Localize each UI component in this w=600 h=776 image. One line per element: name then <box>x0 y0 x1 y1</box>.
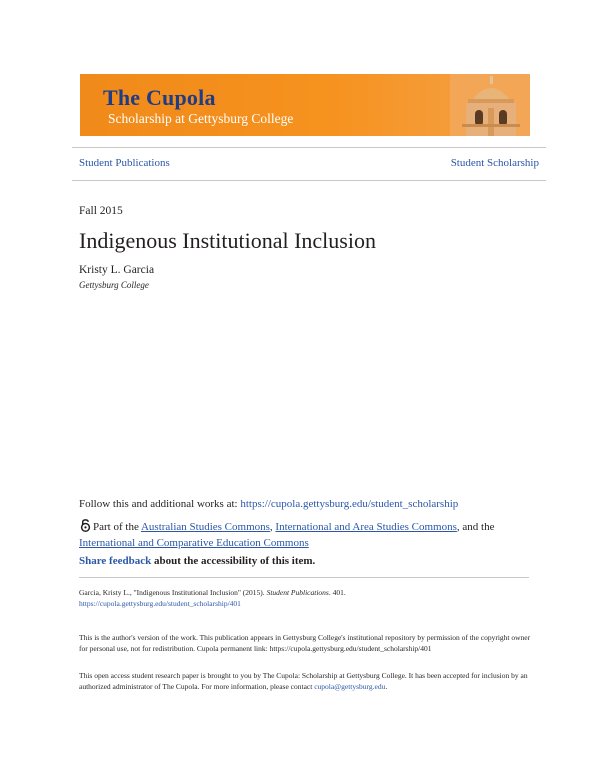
part-of-separator-2: , and the <box>456 521 495 533</box>
author-name: Kristy L. Garcia <box>79 264 155 276</box>
feedback-line <box>79 555 315 567</box>
follow-link[interactable]: https://cupola.gettysburg.edu/student_scholarship <box>240 498 459 510</box>
citation-number: . 401. <box>328 588 346 597</box>
australian-studies-commons-link[interactable]: Australian Studies Commons <box>140 521 270 533</box>
open-access-icon <box>79 519 92 532</box>
cupola-banner <box>80 74 530 136</box>
banner-title: The Cupola <box>103 85 216 110</box>
contact-email-link[interactable]: cupola@gettysburg.edu <box>314 682 386 691</box>
author-version-notice: This is the author's version of the work. This publication appears in Gettysburg College's institutional repository by permission of the copyright owner for personal use, not for redistribution. Cupola permanent link: https://cupola.gettysburg.edu/student_scholarship/401 <box>79 633 531 653</box>
cupola-dome-image <box>450 74 530 136</box>
author-affiliation: Gettysburg College <box>79 280 149 290</box>
divider <box>79 577 529 578</box>
citation <box>79 587 529 609</box>
notice-end: . <box>385 682 388 691</box>
part-of-separator-1: , <box>269 521 276 533</box>
banner-subtitle: Scholarship at Gettysburg College <box>108 111 294 126</box>
part-of-prefix: Part of the <box>93 521 141 533</box>
citation-url[interactable]: https://cupola.gettysburg.edu/student_scholarship/401 <box>79 599 241 608</box>
share-feedback-link[interactable]: Share feedback <box>79 555 152 567</box>
document-title: Indigenous Institutional Inclusion <box>79 228 376 253</box>
feedback-rest: about the accessibility of this item. <box>151 555 316 567</box>
citation-text: Garcia, Kristy L., "Indigenous Institutional Inclusion" (2015). <box>79 588 267 597</box>
follow-line <box>79 498 458 510</box>
part-of-line <box>79 519 539 551</box>
publication-date: Fall 2015 <box>79 205 123 217</box>
citation-series: Student Publications <box>266 588 329 597</box>
navigation-bar <box>72 147 546 181</box>
nav-student-scholarship[interactable]: Student Scholarship <box>450 157 539 169</box>
open-access-notice-text: This open access student research paper is brought to you by The Cupola: Scholarship at Gettysburg College. It has been accepted for inclusion by an authorized administrator of The Cupola. For more information, please contact <box>79 671 528 691</box>
open-access-notice <box>79 670 531 692</box>
international-area-studies-commons-link[interactable]: International and Area Studies Commons <box>275 521 457 533</box>
nav-student-publications[interactable]: Student Publications <box>79 157 170 169</box>
follow-text: Follow this and additional works at: <box>79 498 241 510</box>
international-comparative-education-commons-link[interactable]: International and Comparative Education Commons <box>79 537 309 549</box>
